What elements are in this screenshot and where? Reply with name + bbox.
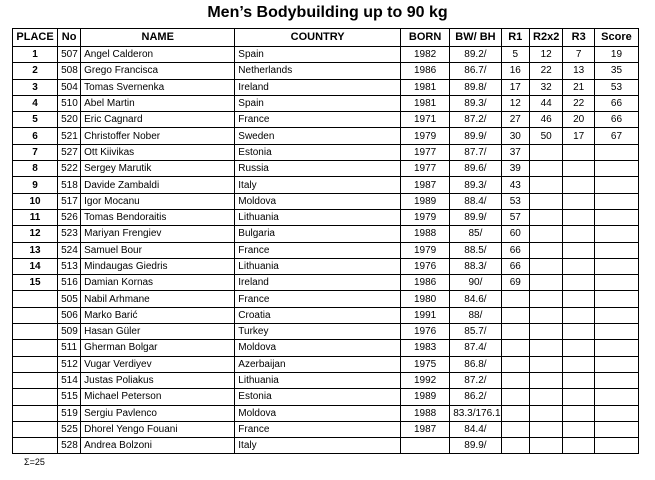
header-r3: R3 [563, 29, 594, 47]
cell-r1: 66 [501, 258, 529, 274]
cell-place [13, 405, 58, 421]
cell-no: 523 [58, 226, 81, 242]
table-row [13, 144, 639, 160]
cell-bw: 84.6/ [450, 291, 501, 307]
cell-bw: 89.9/ [450, 438, 501, 454]
cell-place [13, 438, 58, 454]
page-title: Men’s Bodybuilding up to 90 kg [207, 4, 448, 21]
cell-r2 [529, 209, 563, 225]
cell-born: 1982 [400, 47, 449, 63]
cell-bw: 89.9/ [450, 209, 501, 225]
cell-r1: 17 [501, 79, 529, 95]
cell-no: 505 [58, 291, 81, 307]
cell-country: Spain [235, 47, 401, 63]
cell-country: Moldova [235, 193, 401, 209]
cell-score [594, 356, 638, 372]
cell-born: 1991 [400, 307, 449, 323]
cell-r1: 5 [501, 47, 529, 63]
cell-born: 1986 [400, 275, 449, 291]
cell-name: Marko Barić [81, 307, 235, 323]
cell-r3: 17 [563, 128, 594, 144]
cell-place [13, 307, 58, 323]
cell-r1: 39 [501, 161, 529, 177]
cell-r2 [529, 258, 563, 274]
cell-place: 1 [13, 47, 58, 63]
cell-place: 4 [13, 95, 58, 111]
cell-bw: 87.7/ [450, 144, 501, 160]
results-table [12, 28, 639, 454]
cell-name: Vugar Verdiyev [81, 356, 235, 372]
cell-r2 [529, 389, 563, 405]
cell-r2: 12 [529, 47, 563, 63]
cell-no: 522 [58, 161, 81, 177]
cell-born: 1977 [400, 161, 449, 177]
table-row [13, 209, 639, 225]
cell-r3 [563, 405, 594, 421]
table-row [13, 63, 639, 79]
cell-r3 [563, 324, 594, 340]
cell-born: 1986 [400, 63, 449, 79]
cell-bw: 89.6/ [450, 161, 501, 177]
table-row [13, 161, 639, 177]
cell-no: 521 [58, 128, 81, 144]
cell-score [594, 438, 638, 454]
cell-r2 [529, 356, 563, 372]
table-row [13, 421, 639, 437]
cell-r2 [529, 291, 563, 307]
header-row [13, 29, 639, 47]
cell-place [13, 291, 58, 307]
cell-r1: 53 [501, 193, 529, 209]
cell-r1: 12 [501, 95, 529, 111]
cell-r2 [529, 307, 563, 323]
cell-no: 516 [58, 275, 81, 291]
cell-no: 511 [58, 340, 81, 356]
cell-no: 527 [58, 144, 81, 160]
cell-name: Nabil Arhmane [81, 291, 235, 307]
cell-bw: 89.9/ [450, 128, 501, 144]
cell-r2 [529, 340, 563, 356]
cell-score [594, 421, 638, 437]
header-no: No [58, 29, 81, 47]
table-row [13, 291, 639, 307]
table-row [13, 193, 639, 209]
cell-r3: 7 [563, 47, 594, 63]
cell-no: 525 [58, 421, 81, 437]
table-row [13, 226, 639, 242]
cell-no: 508 [58, 63, 81, 79]
cell-score: 66 [594, 112, 638, 128]
cell-r3 [563, 307, 594, 323]
cell-name: Andrea Bolzoni [81, 438, 235, 454]
cell-score [594, 144, 638, 160]
cell-r2: 32 [529, 79, 563, 95]
cell-r3: 20 [563, 112, 594, 128]
cell-place: 11 [13, 209, 58, 225]
table-row [13, 112, 639, 128]
cell-r2 [529, 438, 563, 454]
cell-name: Tomas Svernenka [81, 79, 235, 95]
cell-country: Ireland [235, 79, 401, 95]
cell-place: 13 [13, 242, 58, 258]
cell-country: France [235, 112, 401, 128]
cell-country: France [235, 242, 401, 258]
cell-no: 519 [58, 405, 81, 421]
table-body [13, 47, 639, 454]
cell-r1 [501, 356, 529, 372]
header-born: BORN [400, 29, 449, 47]
cell-place: 9 [13, 177, 58, 193]
cell-bw: 87.2/ [450, 372, 501, 388]
cell-born [400, 438, 449, 454]
cell-born: 1979 [400, 128, 449, 144]
cell-born: 1989 [400, 193, 449, 209]
cell-no: 509 [58, 324, 81, 340]
cell-r2 [529, 405, 563, 421]
cell-born: 1983 [400, 340, 449, 356]
cell-country: Moldova [235, 405, 401, 421]
cell-no: 506 [58, 307, 81, 323]
cell-r2 [529, 421, 563, 437]
cell-no: 507 [58, 47, 81, 63]
cell-r3 [563, 421, 594, 437]
cell-place: 8 [13, 161, 58, 177]
cell-score: 35 [594, 63, 638, 79]
cell-no: 504 [58, 79, 81, 95]
cell-name: Grego Francisca [81, 63, 235, 79]
cell-born: 1988 [400, 405, 449, 421]
cell-country: Ireland [235, 275, 401, 291]
header-country: COUNTRY [235, 29, 401, 47]
cell-r1: 27 [501, 112, 529, 128]
table-row [13, 438, 639, 454]
cell-score [594, 389, 638, 405]
cell-name: Damian Kornas [81, 275, 235, 291]
cell-score [594, 258, 638, 274]
cell-born: 1971 [400, 112, 449, 128]
cell-r1 [501, 389, 529, 405]
cell-country: Italy [235, 177, 401, 193]
cell-place: 10 [13, 193, 58, 209]
cell-r2 [529, 144, 563, 160]
cell-r3 [563, 177, 594, 193]
cell-country: Russia [235, 161, 401, 177]
cell-r1: 57 [501, 209, 529, 225]
cell-r3 [563, 209, 594, 225]
cell-r2 [529, 226, 563, 242]
table-row [13, 242, 639, 258]
cell-bw: 88.3/ [450, 258, 501, 274]
cell-born: 1977 [400, 144, 449, 160]
cell-no: 528 [58, 438, 81, 454]
cell-name: Eric Cagnard [81, 112, 235, 128]
cell-name: Abel Martin [81, 95, 235, 111]
cell-r3 [563, 144, 594, 160]
cell-score [594, 161, 638, 177]
cell-born: 1981 [400, 79, 449, 95]
cell-r3 [563, 242, 594, 258]
cell-bw: 90/ [450, 275, 501, 291]
cell-r3 [563, 291, 594, 307]
cell-r3 [563, 389, 594, 405]
cell-name: Sergiu Pavlenco [81, 405, 235, 421]
table-row [13, 356, 639, 372]
cell-r3 [563, 356, 594, 372]
cell-r1 [501, 340, 529, 356]
cell-r1: 43 [501, 177, 529, 193]
cell-place [13, 389, 58, 405]
cell-r2 [529, 242, 563, 258]
cell-no: 520 [58, 112, 81, 128]
cell-place [13, 324, 58, 340]
cell-r1 [501, 421, 529, 437]
cell-r2: 50 [529, 128, 563, 144]
cell-no: 513 [58, 258, 81, 274]
cell-born: 1981 [400, 95, 449, 111]
cell-born: 1976 [400, 258, 449, 274]
table-row [13, 128, 639, 144]
table-row [13, 405, 639, 421]
cell-place: 2 [13, 63, 58, 79]
cell-r3 [563, 226, 594, 242]
header-r2x2: R2x2 [529, 29, 563, 47]
athlete-count: Σ=25 [24, 457, 45, 467]
cell-bw: 89.2/ [450, 47, 501, 63]
cell-score: 19 [594, 47, 638, 63]
cell-score [594, 209, 638, 225]
cell-country: Sweden [235, 128, 401, 144]
cell-country: Moldova [235, 340, 401, 356]
cell-country: Bulgaria [235, 226, 401, 242]
cell-no: 515 [58, 389, 81, 405]
cell-r1 [501, 438, 529, 454]
cell-bw: 85/ [450, 226, 501, 242]
cell-country: Estonia [235, 144, 401, 160]
table-row [13, 307, 639, 323]
cell-country: Lithuania [235, 258, 401, 274]
cell-r2: 44 [529, 95, 563, 111]
table-row [13, 177, 639, 193]
cell-name: Dhorel Yengo Fouani [81, 421, 235, 437]
cell-place: 6 [13, 128, 58, 144]
cell-born: 1980 [400, 291, 449, 307]
cell-place: 7 [13, 144, 58, 160]
cell-r1 [501, 291, 529, 307]
cell-bw: 88/ [450, 307, 501, 323]
cell-score [594, 291, 638, 307]
cell-r2 [529, 193, 563, 209]
cell-r3 [563, 372, 594, 388]
cell-born: 1987 [400, 177, 449, 193]
cell-name: Michael Peterson [81, 389, 235, 405]
cell-bw: 85.7/ [450, 324, 501, 340]
cell-name: Hasan Güler [81, 324, 235, 340]
cell-country: Turkey [235, 324, 401, 340]
cell-name: Igor Mocanu [81, 193, 235, 209]
cell-name: Mariyan Frengiev [81, 226, 235, 242]
cell-born: 1976 [400, 324, 449, 340]
cell-name: Ott Kiivikas [81, 144, 235, 160]
cell-no: 510 [58, 95, 81, 111]
cell-place [13, 421, 58, 437]
cell-no: 526 [58, 209, 81, 225]
cell-r2 [529, 275, 563, 291]
cell-bw: 89.3/ [450, 177, 501, 193]
cell-bw: 89.8/ [450, 79, 501, 95]
cell-r3 [563, 161, 594, 177]
cell-bw: 84.4/ [450, 421, 501, 437]
table-row [13, 79, 639, 95]
cell-score [594, 405, 638, 421]
table-row [13, 258, 639, 274]
table-row [13, 389, 639, 405]
cell-r2 [529, 372, 563, 388]
cell-r3: 13 [563, 63, 594, 79]
cell-r1 [501, 324, 529, 340]
cell-place: 12 [13, 226, 58, 242]
cell-country: Spain [235, 95, 401, 111]
cell-r2 [529, 177, 563, 193]
cell-r2 [529, 324, 563, 340]
cell-name: Christoffer Nober [81, 128, 235, 144]
cell-r3 [563, 275, 594, 291]
cell-r3: 22 [563, 95, 594, 111]
cell-bw: 88.4/ [450, 193, 501, 209]
cell-place: 15 [13, 275, 58, 291]
cell-score: 67 [594, 128, 638, 144]
table-row [13, 340, 639, 356]
cell-country: Lithuania [235, 372, 401, 388]
cell-score [594, 193, 638, 209]
table-row [13, 275, 639, 291]
cell-name: Samuel Bour [81, 242, 235, 258]
cell-no: 512 [58, 356, 81, 372]
cell-born: 1988 [400, 226, 449, 242]
cell-score [594, 307, 638, 323]
cell-country: Lithuania [235, 209, 401, 225]
cell-bw: 87.4/ [450, 340, 501, 356]
cell-no: 514 [58, 372, 81, 388]
cell-no: 524 [58, 242, 81, 258]
cell-place [13, 372, 58, 388]
cell-born: 1975 [400, 356, 449, 372]
cell-name: Gherman Bolgar [81, 340, 235, 356]
cell-bw: 89.3/ [450, 95, 501, 111]
cell-r1 [501, 372, 529, 388]
cell-r3 [563, 258, 594, 274]
cell-r2 [529, 161, 563, 177]
cell-r1: 69 [501, 275, 529, 291]
cell-name: Mindaugas Giedris [81, 258, 235, 274]
cell-name: Davide Zambaldi [81, 177, 235, 193]
cell-score [594, 275, 638, 291]
table-row [13, 95, 639, 111]
cell-place: 5 [13, 112, 58, 128]
cell-place [13, 356, 58, 372]
cell-r3: 21 [563, 79, 594, 95]
cell-country: Azerbaijan [235, 356, 401, 372]
cell-score: 53 [594, 79, 638, 95]
cell-r2: 46 [529, 112, 563, 128]
cell-bw: 86.7/ [450, 63, 501, 79]
cell-born: 1987 [400, 421, 449, 437]
cell-born: 1992 [400, 372, 449, 388]
header-bw-bh: BW/ BH [450, 29, 501, 47]
header-r1: R1 [501, 29, 529, 47]
cell-bw: 88.5/ [450, 242, 501, 258]
table-row [13, 372, 639, 388]
cell-score [594, 372, 638, 388]
cell-bw: 83.3/176.1 [450, 405, 501, 421]
cell-no: 517 [58, 193, 81, 209]
table-row [13, 47, 639, 63]
cell-r3 [563, 340, 594, 356]
cell-score: 66 [594, 95, 638, 111]
cell-r3 [563, 438, 594, 454]
cell-r1: 16 [501, 63, 529, 79]
cell-score [594, 324, 638, 340]
cell-r2: 22 [529, 63, 563, 79]
cell-place: 14 [13, 258, 58, 274]
cell-r1 [501, 307, 529, 323]
cell-born: 1979 [400, 209, 449, 225]
cell-name: Tomas Bendoraitis [81, 209, 235, 225]
cell-country: France [235, 421, 401, 437]
cell-born: 1979 [400, 242, 449, 258]
cell-place [13, 340, 58, 356]
cell-score [594, 242, 638, 258]
cell-bw: 86.2/ [450, 389, 501, 405]
cell-score [594, 340, 638, 356]
cell-r1: 37 [501, 144, 529, 160]
cell-r1: 66 [501, 242, 529, 258]
cell-country: Netherlands [235, 63, 401, 79]
cell-born: 1989 [400, 389, 449, 405]
cell-no: 518 [58, 177, 81, 193]
cell-r3 [563, 193, 594, 209]
cell-score [594, 226, 638, 242]
cell-name: Angel Calderon [81, 47, 235, 63]
cell-country: France [235, 291, 401, 307]
cell-name: Justas Poliakus [81, 372, 235, 388]
cell-r1: 30 [501, 128, 529, 144]
header-place: PLACE [13, 29, 58, 47]
cell-r1: 60 [501, 226, 529, 242]
header-score: Score [594, 29, 638, 47]
cell-country: Estonia [235, 389, 401, 405]
cell-bw: 87.2/ [450, 112, 501, 128]
header-name: NAME [81, 29, 235, 47]
cell-country: Italy [235, 438, 401, 454]
cell-place: 3 [13, 79, 58, 95]
cell-bw: 86.8/ [450, 356, 501, 372]
cell-r1 [501, 405, 529, 421]
cell-name: Sergey Marutik [81, 161, 235, 177]
cell-score [594, 177, 638, 193]
table-row [13, 324, 639, 340]
cell-country: Croatia [235, 307, 401, 323]
